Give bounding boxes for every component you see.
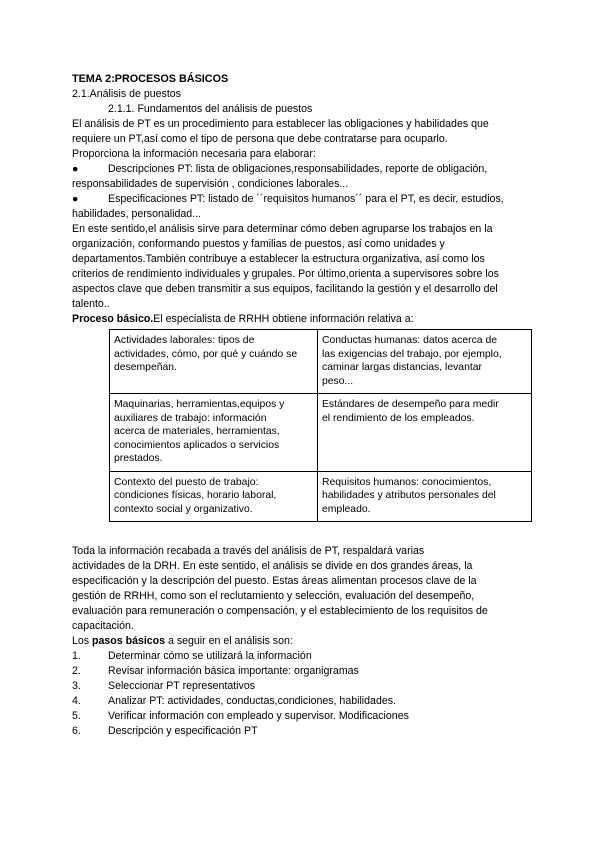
list-item <box>72 664 532 679</box>
step-number: 5. <box>72 710 81 722</box>
table-cell <box>318 394 532 472</box>
step-text: Seleccionar PT representativos <box>108 680 256 692</box>
paragraph-line: departamentos.También contribuye a establecer la estructura organizativa, así como los <box>72 253 485 265</box>
step-text: Revisar información básica importante: organigramas <box>108 665 359 677</box>
intro-line: Proporciona la información necesaria para elaborar: <box>72 148 316 160</box>
paragraph-line: criterios de rendimiento individuales y grupales. Por último,orienta a supervisores sobre los <box>72 268 499 280</box>
step-number: 1. <box>72 650 81 662</box>
cell-text: Requisitos humanos: conocimientos, habilidades y atributos personales del empleado. <box>322 476 496 515</box>
table-row <box>110 330 532 394</box>
pasos-intro-post: a seguir en el análisis son: <box>165 635 293 647</box>
step-number: 2. <box>72 665 81 677</box>
paragraph-information <box>72 544 532 634</box>
step-text: Determinar cómo se utilizará la información <box>108 650 312 662</box>
page-title: TEMA 2:PROCESOS BÁSICOS <box>72 73 229 85</box>
section-heading: 2.1.Análisis de puestos <box>72 88 181 100</box>
cell-text: Estándares de desempeño para medir el rendimiento de los empleados. <box>322 399 499 424</box>
step-number: 3. <box>72 680 81 692</box>
cell-text: Actividades laborales: tipos de actividades, cómo, por qué y cuándo se desempeñan. <box>114 335 298 373</box>
table-cell <box>110 394 318 472</box>
paragraph-line: En este sentido,el análisis sirve para determinar cómo deben agruparse los trabajos en la <box>72 223 493 235</box>
proceso-basico-text: El especialista de RRHH obtiene información relativa a: <box>153 313 414 325</box>
paragraph-line: evaluación para remuneración o compensación, y el establecimiento de los requisitos de <box>72 605 488 617</box>
list-item <box>72 649 532 664</box>
list-item <box>72 694 532 709</box>
pasos-intro-bold: pasos básicos <box>92 635 166 647</box>
step-text: Descripción y especificación PT <box>108 725 258 737</box>
paragraph-line: actividades de la DRH. En este sentido, el análisis se divide en dos grandes áreas, la <box>72 560 473 572</box>
paragraph-line: capacitación. <box>72 620 134 632</box>
list-item <box>72 709 532 724</box>
intro-line: requiere un PT,así como el tipo de persona que debe contratarse para ocuparlo. <box>72 133 448 145</box>
bullet-text: Descripciones PT: lista de obligaciones,responsabilidades, reporte de obligación, <box>108 163 488 175</box>
list-item <box>72 724 532 739</box>
bullet-item <box>72 162 532 192</box>
cell-text: Maquinarias, herramientas,equipos y auxiliares de trabajo: información acerca de materiales, herramientas, conocimientos aplicados o servicios prestados. <box>114 399 285 464</box>
paragraph-line: talento.. <box>72 298 110 310</box>
step-number: 4. <box>72 695 81 707</box>
intro-line: El análisis de PT es un procedimiento para establecer las obligaciones y habilidades que <box>72 118 489 130</box>
paragraph-line: Toda la información recabada a través del análisis de PT, respaldará varias <box>72 545 425 557</box>
paragraph-line: gestión de RRHH, como son el reclutamiento y selección, evaluación del desempeño, <box>72 590 475 602</box>
proceso-basico-line <box>72 312 532 327</box>
bullet-icon: ● <box>72 193 79 205</box>
list-item <box>72 679 532 694</box>
steps-list <box>72 649 532 739</box>
bullet-icon: ● <box>72 163 79 175</box>
bullet-item <box>72 192 532 222</box>
paragraph-line: organización, conformando puestos y familias de puestos, así como unidades y <box>72 238 445 250</box>
information-table <box>109 329 532 522</box>
table-row <box>110 394 532 472</box>
step-text: Verificar información con empleado y supervisor. Modificaciones <box>108 710 409 722</box>
pasos-intro-pre: Los <box>72 635 93 647</box>
table-cell <box>110 330 318 394</box>
paragraph-organization <box>72 222 532 312</box>
document-page <box>72 72 532 739</box>
bullet-continuation: responsabilidades de supervisión , condiciones laborales... <box>72 178 349 190</box>
paragraph-line: aspectos clave que deben transmitir a sus equipos, facilitando la gestión y el desarrollo del <box>72 283 498 295</box>
table-row <box>110 471 532 522</box>
bullet-text: Especificaciones PT: listado de ´´requisitos humanos´´ para el PT, es decir, estudios, <box>108 193 504 205</box>
table-cell <box>318 471 532 522</box>
cell-text: Conductas humanas: datos acerca de las exigencias del trabajo, por ejemplo, caminar largas distancias, levantar peso... <box>322 335 502 387</box>
table-cell <box>110 471 318 522</box>
proceso-basico-label: Proceso básico. <box>72 313 154 325</box>
pasos-intro <box>72 634 532 649</box>
cell-text: Contexto del puesto de trabajo: condiciones físicas, horario laboral, contexto social y organizativo. <box>114 476 277 515</box>
subsection-heading: 2.1.1. Fundamentos del análisis de puestos <box>108 103 313 115</box>
paragraph-line: especificación y la descripción del puesto. Estas áreas alimentan procesos clave de la <box>72 575 477 587</box>
step-number: 6. <box>72 725 81 737</box>
table-cell <box>318 330 532 394</box>
step-text: Analizar PT: actividades, conductas,condiciones, habilidades. <box>108 695 396 707</box>
bullet-continuation: habilidades, personalidad... <box>72 208 201 220</box>
